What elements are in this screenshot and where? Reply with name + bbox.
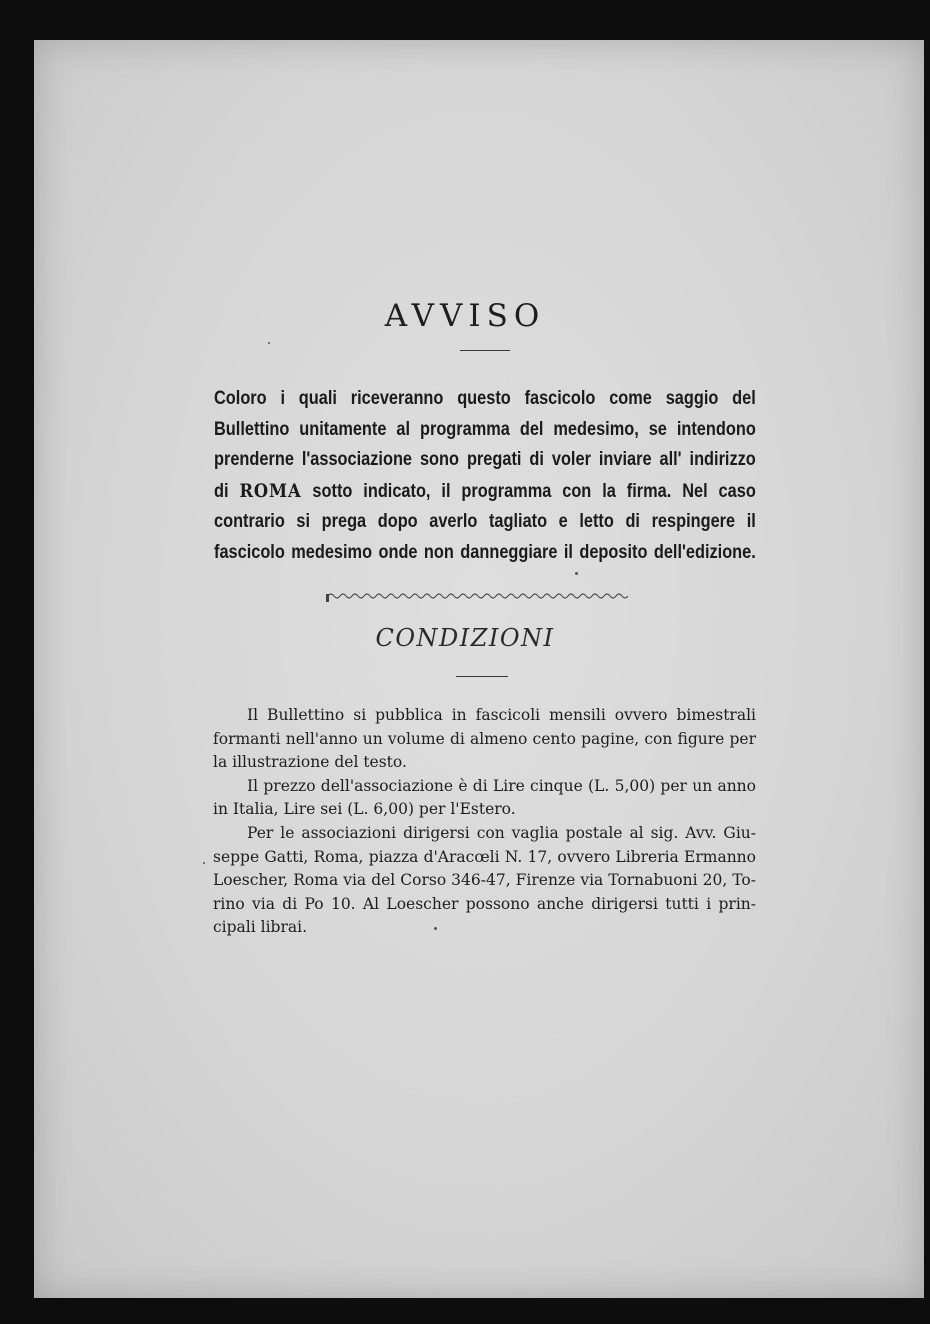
wavy-divider <box>326 584 634 604</box>
paper-speck <box>268 342 270 344</box>
avviso-line-5: contrario si prega dopo averlo tagliato e letto di respingere il <box>214 511 756 533</box>
paper-speck <box>434 927 437 930</box>
cond-line-3: la illustrazione del testo. <box>213 753 407 772</box>
avviso-line-1: Coloro i quali riceveranno questo fascicolo come saggio del <box>214 388 756 409</box>
cond-line-5: in Italia, Lire sei (L. 6,00) per l'Estero. <box>213 800 516 819</box>
document-page <box>34 40 924 1298</box>
title-rule <box>460 350 510 351</box>
avviso-line-4-post: sotto indicato, il programma con la firma. Nel caso <box>312 480 756 502</box>
avviso-line-6: fascicolo medesimo onde non danneggiare il deposito dell'edizione. <box>214 541 756 563</box>
roma-word: ROMA <box>239 479 302 502</box>
cond-line-10: cipali librai. <box>213 918 308 937</box>
cond-line-4: Il prezzo dell'associazione è di Lire cinque (L. 5,00) per un anno <box>247 776 756 795</box>
avviso-line-4 <box>214 476 756 508</box>
condizioni-paragraph <box>213 704 756 940</box>
cond-line-9: rino via di Po 10. Al Loescher possono anche dirigersi tutti i prin- <box>213 894 756 913</box>
avviso-line-2: Bullettino unitamente al programma del medesimo, se intendono <box>214 418 756 440</box>
cond-line-6: Per le associazioni dirigersi con vaglia postale al sig. Avv. Giu- <box>247 823 756 842</box>
avviso-paragraph <box>214 384 756 569</box>
avviso-title: AVVISO <box>384 298 546 334</box>
paper-speck <box>203 862 205 864</box>
condizioni-title: CONDIZIONI <box>375 624 555 652</box>
cond-line-1: Il Bullettino si pubblica in fascicoli mensili ovvero bimestrali <box>247 706 756 724</box>
cond-line-2: formanti nell'anno un volume di almeno cento pagine, con figure per <box>213 729 756 748</box>
subtitle-rule <box>456 676 508 677</box>
cond-line-7: seppe Gatti, Roma, piazza d'Aracœli N. 17, ovvero Libreria Ermanno <box>213 847 756 866</box>
cond-line-8: Loescher, Roma via del Corso 346-47, Firenze via Tornabuoni 20, To- <box>213 871 756 890</box>
paper-speck <box>575 572 578 575</box>
avviso-line-4-pre: di <box>214 480 229 502</box>
avviso-line-3: prenderne l'associazione sono pregati di voler inviare all' indirizzo <box>214 449 756 471</box>
